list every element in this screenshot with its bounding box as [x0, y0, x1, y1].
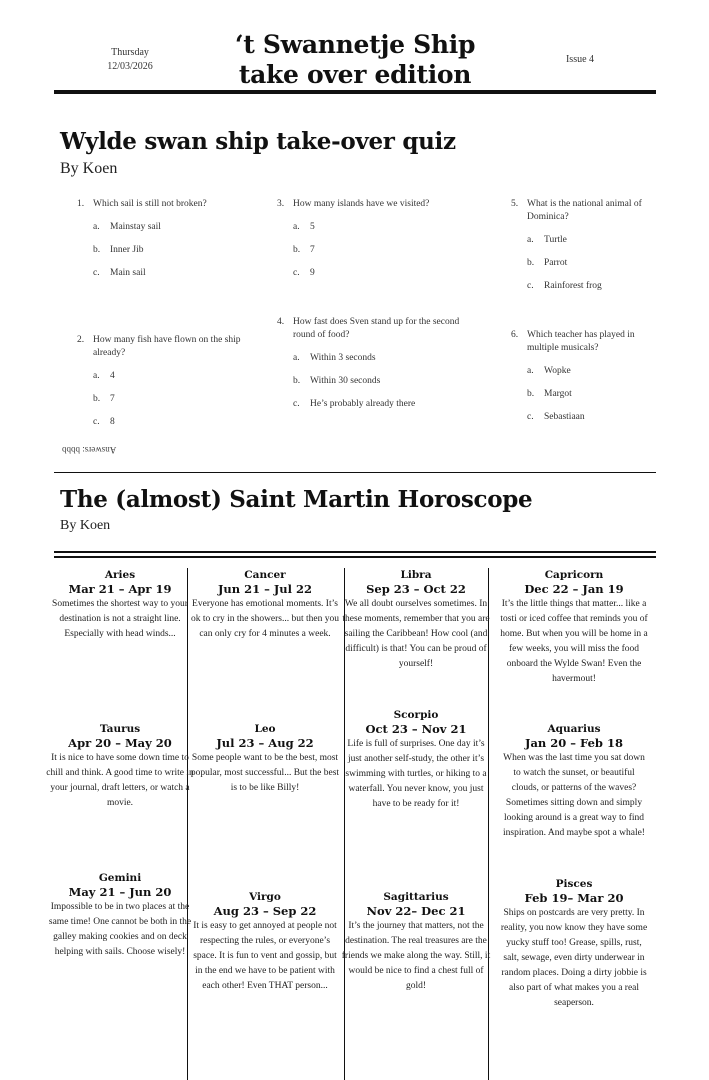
- sign-dates: May 21 – Jun 20: [68, 885, 172, 899]
- answer-option: b. Inner Jib: [93, 245, 144, 255]
- sign-dates: Jan 20 – Feb 18: [525, 736, 623, 750]
- sign-text: Some people want to be the best, most popular, most successful... But the best is to be like Billy!: [190, 753, 340, 793]
- horoscope-taurus: [45, 722, 195, 811]
- sign-text: Life is full of surprises. One day it’s just another self-study, the other it’s swimming with turtles, or hiking to a waterfall. You never know, you just have to be ready for it!: [345, 739, 487, 809]
- sign-text: Ships on postcards are very pretty. In reality, you now know they have some yucky stuff too! Grease, spills, rust, salt, sewage, even dirty underwear in random places. Doing a dirty jobbie is also part of what makes you a real seaperson.: [500, 908, 648, 1008]
- sign-name: Taurus: [99, 723, 141, 735]
- question-number: 3.: [277, 199, 285, 209]
- sign-name: Sagittarius: [383, 891, 449, 903]
- answer-option: a. Wopke: [527, 366, 571, 376]
- quiz-question-2: [77, 334, 247, 429]
- horoscope-aquarius: [499, 722, 649, 841]
- sign-dates: Nov 22– Dec 21: [366, 904, 466, 918]
- horoscope-virgo: [190, 890, 340, 994]
- question-text: What is the national animal of Dominica?: [527, 199, 642, 222]
- answer-option: c. 8: [93, 417, 115, 427]
- answer-option: a. Turtle: [527, 235, 567, 245]
- horoscope-divider-bottom: [54, 556, 656, 558]
- quiz-question-3: [277, 198, 467, 280]
- horoscope-byline: By Koen: [60, 518, 111, 533]
- answer-option: b. Parrot: [527, 258, 568, 268]
- quiz-question-6: [511, 329, 661, 424]
- horoscope-capricorn: [499, 568, 649, 687]
- sign-name: Aries: [104, 569, 136, 581]
- sign-text: It is easy to get annoyed at people not respecting the rules, or everyone’s space. It is fun to vent and gossip, but in the end we have to be patient with each other! Even THAT person...: [193, 921, 337, 991]
- sign-name: Pisces: [555, 878, 593, 890]
- issue-date: [60, 46, 200, 74]
- horoscope-aries: [45, 568, 195, 642]
- answer-option: b. 7: [293, 245, 315, 255]
- question-number: 6.: [511, 330, 519, 340]
- answer-option: a. Mainstay sail: [93, 222, 161, 232]
- title-line-1: ‘t Swannetje Ship: [234, 30, 476, 59]
- sign-text: Sometimes the shortest way to your destination is not a straight line. Especially with head winds...: [52, 599, 188, 639]
- quiz-question-4: [277, 316, 467, 411]
- answer-option: b. 7: [93, 394, 115, 404]
- sign-name: Libra: [400, 569, 432, 581]
- question-number: 5.: [511, 199, 519, 209]
- sign-dates: Dec 22 – Jan 19: [524, 582, 624, 596]
- sign-name: Aquarius: [547, 723, 601, 735]
- horoscope-sagittarius: [341, 890, 491, 994]
- horoscope-cancer: [190, 568, 340, 642]
- quiz-question-5: [511, 198, 661, 293]
- sign-dates: Apr 20 – May 20: [68, 736, 172, 750]
- sign-name: Virgo: [249, 891, 281, 903]
- answer-option: b. Within 30 seconds: [293, 376, 381, 386]
- horoscope-gemini: [45, 871, 195, 960]
- answer-option: a. 4: [93, 371, 115, 381]
- question-number: 1.: [77, 199, 85, 209]
- sign-dates: Jun 21 – Jul 22: [217, 582, 313, 596]
- question-text: Which sail is still not broken?: [93, 199, 207, 209]
- sign-name: Leo: [254, 723, 276, 735]
- sign-text: It’s the little things that matter... like a tosti or iced coffee that reminds you of home. But when you will be home in a few weeks, you will miss the food onboard the Wylde Swan! Even the havermout!: [500, 599, 648, 684]
- question-text: Which teacher has played in multiple musicals?: [527, 330, 635, 353]
- sign-name: Cancer: [244, 569, 286, 581]
- quiz-byline: By Koen: [60, 160, 118, 177]
- sign-name: Scorpio: [393, 709, 439, 721]
- quiz-title: Wylde swan ship take-over quiz: [60, 128, 456, 155]
- sign-dates: Mar 21 – Apr 19: [68, 582, 172, 596]
- answer-option: b. Margot: [527, 389, 572, 399]
- upside-down-answer-key: Answers: bbbb: [62, 445, 117, 455]
- date-label: 12/03/2026: [107, 61, 153, 72]
- header-divider: [54, 90, 656, 94]
- sign-name: Capricorn: [544, 569, 604, 581]
- question-number: 4.: [277, 317, 285, 327]
- sign-text: It’s the journey that matters, not the destination. The real treasures are the friends we make along the way. Still, it would be nice to find a chest full of gold!: [341, 921, 491, 991]
- answer-option: c. Rainforest frog: [527, 281, 602, 291]
- sign-dates: Feb 19– Mar 20: [524, 891, 624, 905]
- horoscope-title: The (almost) Saint Martin Horoscope: [60, 486, 533, 513]
- question-text: How many fish have flown on the ship already?: [93, 335, 241, 358]
- answer-option: a. 5: [293, 222, 315, 232]
- sign-text: When was the last time you sat down to watch the sunset, or beautiful clouds, or patterns of the waves? Sometimes sitting down and simply looking around is a great way to find inspiration. And maybe spot a whale!: [503, 753, 645, 838]
- horoscope-pisces: [499, 877, 649, 1011]
- answer-option: c. He’s probably already there: [293, 399, 416, 409]
- answer-option: c. 9: [293, 268, 315, 278]
- sign-name: Gemini: [98, 872, 142, 884]
- horoscope-leo: [190, 722, 340, 796]
- horoscope-divider-top: [54, 551, 656, 553]
- sign-text: Everyone has emotional moments. It’s ok to cry in the showers... but then you can only cry for 4 minutes a week.: [190, 599, 340, 639]
- answer-option: c. Sebastiaan: [527, 412, 585, 422]
- answer-option: a. Within 3 seconds: [293, 353, 376, 363]
- question-text: How fast does Sven stand up for the second round of food?: [293, 317, 460, 340]
- column-divider: [187, 568, 188, 1080]
- sign-dates: Jul 23 – Aug 22: [216, 736, 314, 750]
- horoscope-libra: [341, 568, 491, 672]
- day-label: Thursday: [111, 47, 149, 58]
- title-line-2: take over edition: [238, 60, 472, 89]
- quiz-question-1: [77, 198, 247, 280]
- sign-dates: Aug 23 – Sep 22: [213, 904, 317, 918]
- sign-text: We all doubt ourselves sometimes. In these moments, remember that you are sailing the Caribbean! How cool (and difficult) is that! You can be proud of yourself!: [342, 599, 490, 669]
- sign-dates: Sep 23 – Oct 22: [366, 582, 466, 596]
- newspaper-title: [190, 30, 520, 90]
- question-text: How many islands have we visited?: [293, 199, 430, 209]
- answer-option: c. Main sail: [93, 268, 146, 278]
- sign-text: It is nice to have some down time to chill and think. A good time to write in your journal, draft letters, or watch a movie.: [46, 753, 194, 808]
- horoscope-scorpio: [341, 708, 491, 812]
- quiz-divider: [54, 472, 656, 473]
- sign-text: Impossible to be in two places at the same time! One cannot be both in the galley making cookies and on deck helping with sails. Choose wisely!: [48, 902, 192, 957]
- question-number: 2.: [77, 335, 85, 345]
- issue-number: Issue 4: [565, 54, 595, 65]
- sign-dates: Oct 23 – Nov 21: [365, 722, 467, 736]
